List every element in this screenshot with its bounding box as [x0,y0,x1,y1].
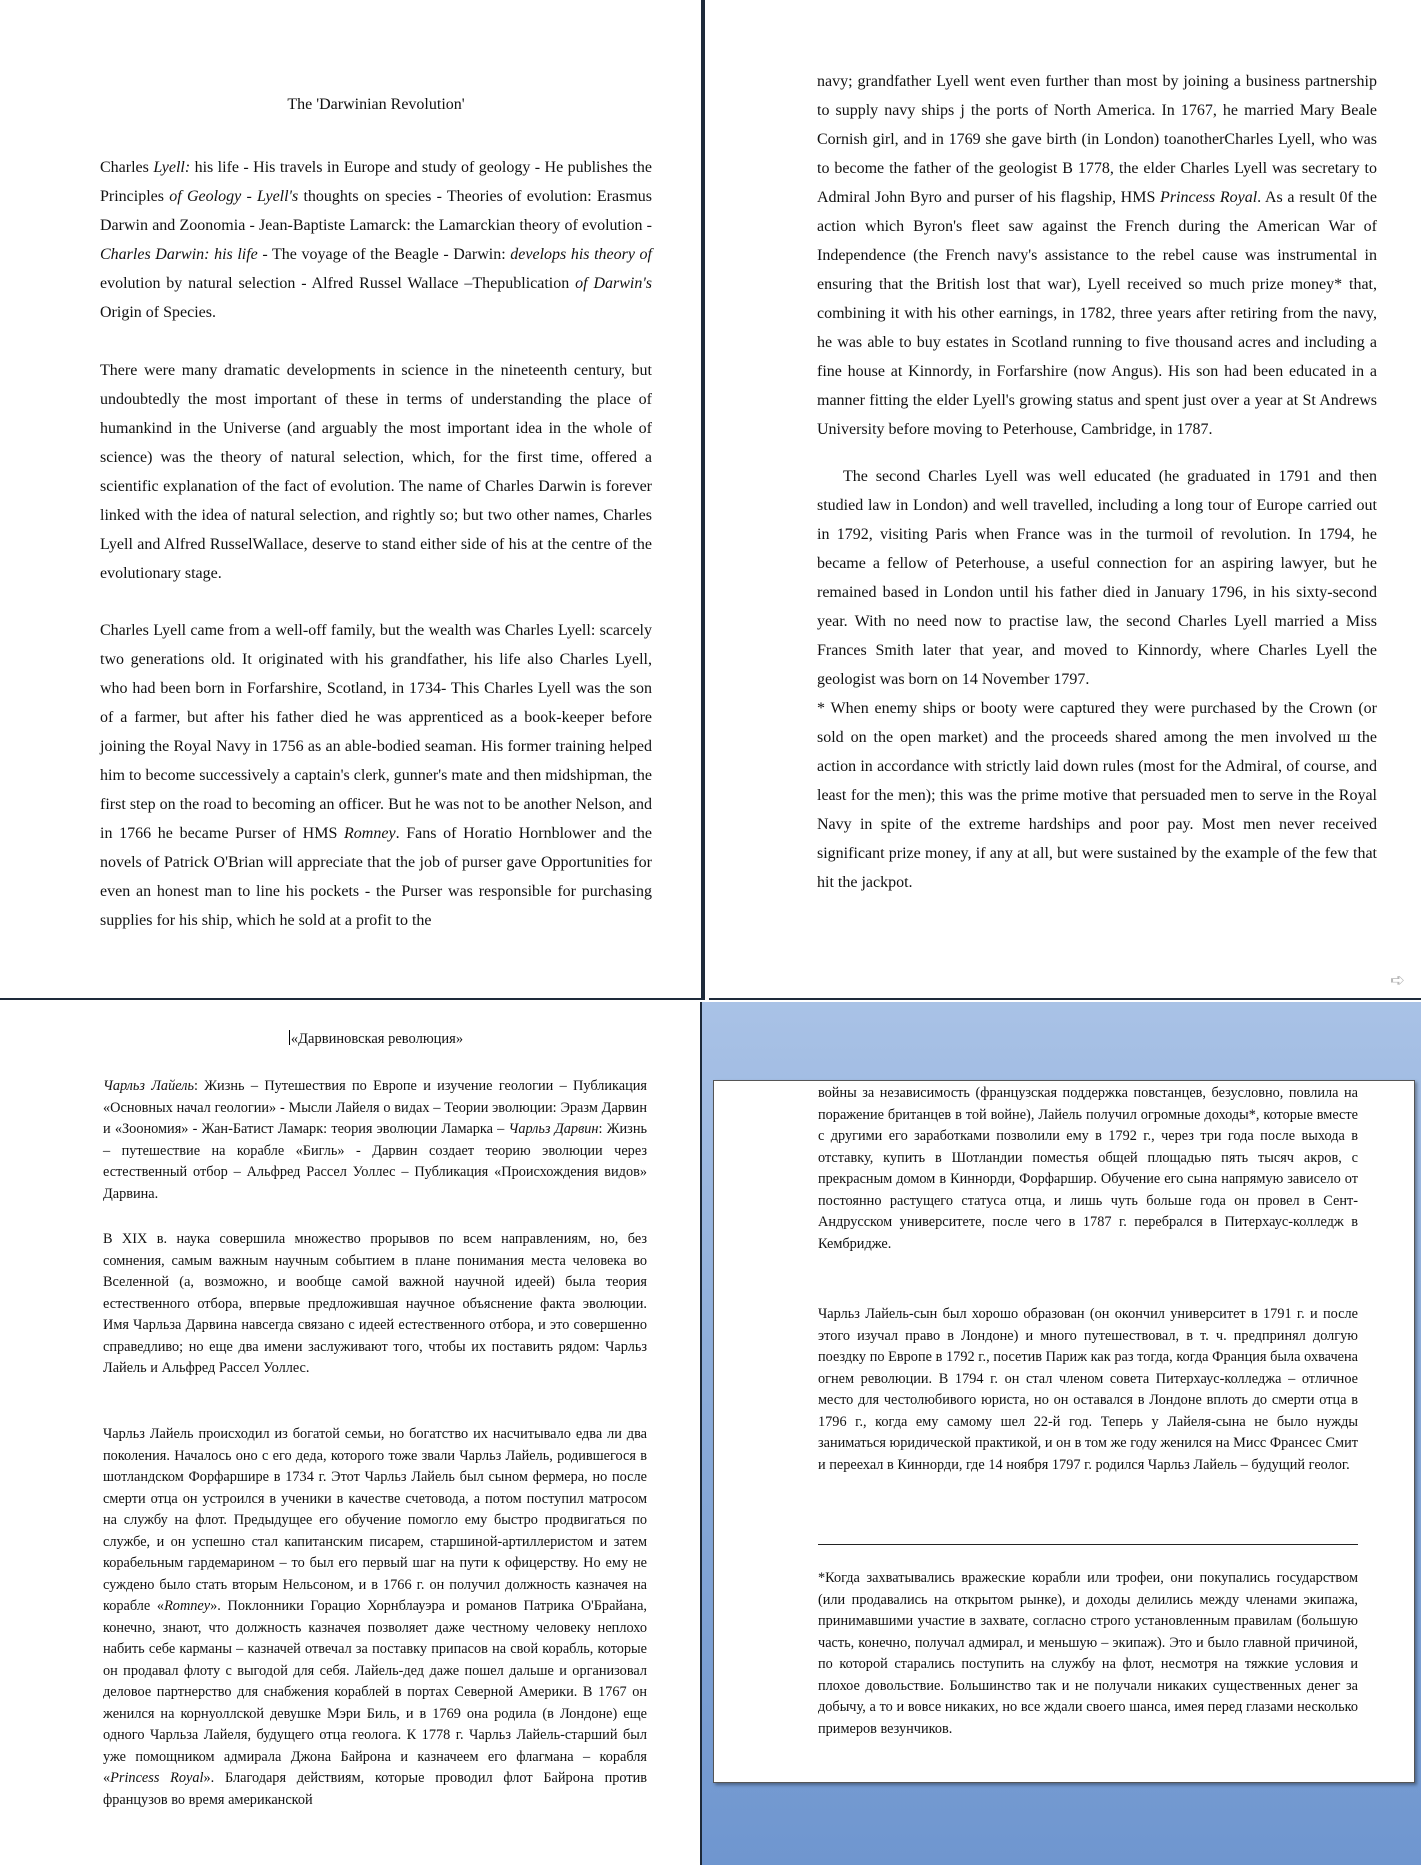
russian-page-2 [713,1080,1415,1783]
english-page-2 [709,0,1421,1000]
russian-summary: Чарльз Лайель: Жизнь – Путешествия по Европе и изучение геологии – Публикация «Основных начал геологии» - Мысли Лайеля о видах – Теории эволюции: Эразм Дарвин и «Зоономия» - Жан-Батист Ламарк: теория эволюции Ламарка – Чарльз Дарвин: Жизнь – путешествие на корабле «Бигль» - Дарвин создает теорию эволюции через естественный отбор – Альфред Рассел Уоллес – Публикация «Происхождения видов» Дарвина. [103,1078,647,1202]
english-paragraph-3: navy; grandfather Lyell went even further than most by joining a business partnership to supply navy ships j the ports of North America. In 1767, he married Mary Beale Cornish girl, and in 1769 she gave birth (in London) toanotherCharles Lyell, who was to become the father of the geologist B 1778, the elder Charles Lyell was secretary to Admiral John Byro and purser of his flagship, HMS Princess Royal. As a result 0f the action which Byron's fleet saw against the French during the American War of Independence (the French navy's assistance to the rebel cause was instrumental in ensuring that the British lost that war), Lyell received so much prize money* that, combining it with his other earnings, in 1782, three years after retiring from the navy, he was able to buy estates in Scotland running to five thousand acres and including a fine house at Kinnordy, in Forfarshire (now Angus). His son had been educated in a manner fitting the elder Lyell's growing status and spent just over a year at St Andrews University before moving to Peterhouse, Cambridge, in 1787. [817,73,1378,438]
russian-paragraph-1: В XIX в. наука совершила множество прорывов по всем направлениям, но, без сомнения, самым важным научным событием в плане понимания места человека во Вселенной (а, возможно, и вообще самой важной научной идеей) была теория естественного отбора, впервые предложившая научное объяснение факта эволюции. Имя Чарльза Дарвина навсегда связано с идеей естественного отбора, и это совершенно справедливо; но еще два имени заслуживают того, чтобы их поставить рядом: Чарльз Лайель и Альфред Рассел Уоллес. [103,1231,647,1376]
english-footnote: * When enemy ships or booty were captured they were purchased by the Crown (or sold on the open market) and the proceeds shared among the men involved ш the action in accordance with strictly laid down rules (most for the Admiral, of course, and least for the men); this was the prime motive that persuaded men to serve in the Royal Navy in spite of the extreme hardships and poor pay. Most men never received significant prize money, if any at all, but were sustained by the example of the few that hit the jackpot. [817,700,1377,891]
text-cursor [289,1030,290,1045]
russian-title [100,1030,652,1048]
russian-paragraph-3: войны за независимость (французская поддержка повстанцев, безусловно, повлила на поражение британцев в той войне), Лайель получил огромные доходы*, которые вместе с другими его заработками позволили ему в 1792 г., через три года после выхода в отставку, купить в Шотландии поместья общей площадью пять тысяч акров, с прекрасным домом в Киннорди, Форфаршир. Обучение его сына напрямую зависело от постоянно растущего статуса отца, и лишь чуть больше года он провел в Сент-Андрусском университете, после чего в 1787 г. перебрался в Питерхаус-колледж в Кембридже. [818,1085,1358,1252]
english-title: The 'Darwinian Revolution' [287,96,465,113]
english-paragraph-1: There were many dramatic developments in science in the nineteenth century, but undoubtedly the most important of these in terms of understanding the place of humankind in the Universe (and arguably the most important idea in the whole of science) was the theory of natural selection, which, for the first time, offered a scientific explanation of the fact of evolution. The name of Charles Darwin is forever linked with the idea of natural selection, and rightly so; but two other names, Charles Lyell and Alfred RusselWallace, deserve to stand either side of his at the centre of the evolutionary stage. [100,362,652,582]
english-summary: Charles Lyell: his life - His travels in Europe and study of geology - He publishes the Principles of Geology - Lyell's thoughts on species - Theories of evolution: Erasmus Darwin and Zoonomia - Jean-Baptiste Lamarck: the Lamarckian theory of evolution - Charles Darwin: his life - The voyage of the Beagle - Darwin: develops his theory of evolution by natural selection - Alfred Russel Wallace –Thepublication of Darwin's Origin of Species. [100,159,653,321]
russian-title-text: «Дарвиновская революция» [290,1031,464,1047]
english-page-1 [0,0,705,1000]
footnote-separator [818,1544,1358,1545]
english-paragraph-2: Charles Lyell came from a well-off family, but the wealth was Charles Lyell: scarcely two generations old. It originated with his grandfather, his life also Charles Lyell, who had been born in Forfarshire, Scotland, in 1734- This Charles Lyell was the son of a farmer, but after his father died he was apprenticed as a book-keeper before joining the Royal Navy in 1756 as an able-bodied seaman. His former training helped him to become successively a captain's clerk, gunner's mate and then midshipman, the first step on the road to becoming an officer. But he was not to be another Nelson, and in 1766 he became Purser of HMS Romney. Fans of Horatio Hornblower and the novels of Patrick O'Brian will appreciate that the job of purser gave Opportunities for even an honest man to line his pockets - the Purser was responsible for purchasing supplies for his ship, which he sold at a profit to the [100,622,653,929]
russian-footnote: *Когда захватывались вражеские корабли или трофеи, они покупались государством (или продавались на открытом рынке), и доходы делились между членами экипажа, принимавшими участие в захвате, согласно строго установленным правилам (большую часть, конечно, получал адмирал, и меньшую – экипаж). Это и было главной причиной, по которой старались поступить на службу на флот, несмотря на тяжкие условия и плохое довольствие. Большинство так и не получали никаких существенных денег за добычу, а то и вовсе никаких, но все ждали своего шанса, имея перед глазами несколько примеров везунчиков. [818,1570,1358,1737]
russian-paragraph-4: Чарльз Лайель-сын был хорошо образован (он окончил университет в 1791 г. и после этого изучал право в Лондоне) и много путешествовал, в т. ч. предпринял долгую поездку по Европе в 1792 г., посетив Париж как раз тогда, когда Франция была охвачена огнем революции. В 1794 г. он стал членом совета Питерхаус-колледжа – отличное место для честолюбивого юриста, но он оставался в Лондоне вплоть до смерти отца в 1796 г., когда ему самому шел 22-й год. Теперь у Лайеля-сына не было нужды заниматься юридической практикой, и он в том же году женился на Мисс Франсес Смит и переехал в Киннорди, где 14 ноября 1797 г. родился Чарльз Лайель – будущий геолог. [818,1306,1358,1473]
arrow-right-icon[interactable]: ➪ [1390,970,1406,991]
english-paragraph-4: The second Charles Lyell was well educated (he graduated in 1791 and then studied law in London) and well travelled, including a long tour of Europe carried out in 1792, visiting Paris when France was in the turmoil of revolution. In 1794, he became a fellow of Peterhouse, a useful connection for an aspiring lawyer, but he remained based in London until his father died in January 1796, in his sixty-second year. With no need now to practise law, the second Charles Lyell married a Miss Frances Smith later that year, and moved to Kinnordy, where Charles Lyell the geologist was born on 14 November 1797. [817,468,1377,688]
russian-paragraph-2: Чарльз Лайель происходил из богатой семьи, но богатство их насчитывало едва ли два поколения. Началось оно с его деда, которого тоже звали Чарльз Лайель, родившегося в шотландском Форфаршире в 1734 г. Этот Чарльз Лайель был сыном фермера, но после смерти отца он устроился в ученики в качестве счетовода, а потом поступил матросом на службу на флот. Предыдущее его обучение помогло ему быстро продвигаться по службе, и он успешно стал капитанским писарем, старшиной-артиллеристом и затем корабельным гардемарином – то был его первый шаг на пути к офицерству. Но ему не суждено было стать вторым Нельсоном, и в 1766 г. он получил должность казначея на корабле «Romney». Поклонники Горацио Хорнблауэра и романов Патрика О'Брайана, конечно, знают, что должность казначея позволяет даже честному человеку неплохо набить себе карманы – казначей отвечал за поставку припасов на свой корабль, которые он продавал флоту с выгодой для себя. Лайель-дед даже пошел дальше и организовал деловое партнерство для снабжения кораблей в портах Северной Америки. В 1767 он женился на корнуоллской девушке Мэри Биль, и в 1769 она родила (в Лондоне) еще одного Чарльза Лайеля, будущего отца геолога. К 1778 г. Чарльз Лайель-старший был уже помощником адмирала Джона Байрона и казначеем его флагмана – корабля «Princess Royal». Благодаря действиям, которые проводил флот Байрона против французов во время американской [103,1426,647,1808]
